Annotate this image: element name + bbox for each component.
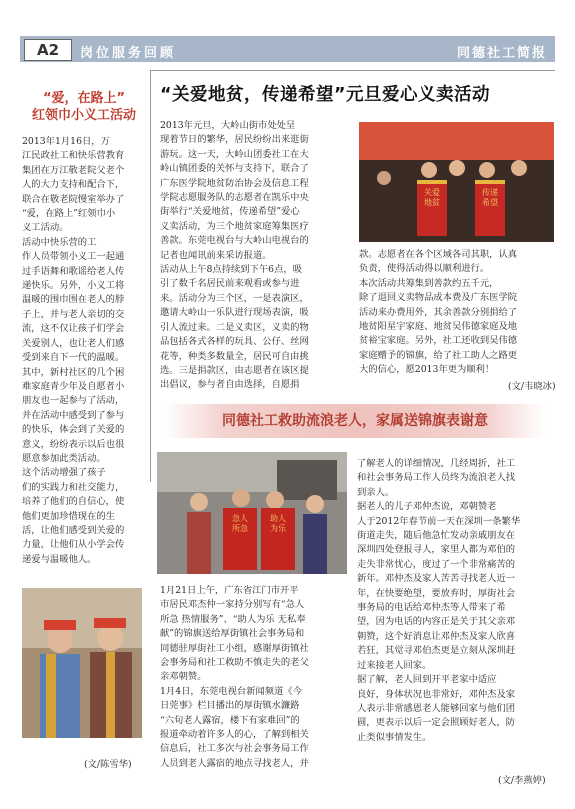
bottom-article-credit: (文/李燕婷)	[498, 775, 546, 786]
silk-banner-photo	[157, 452, 347, 574]
charity-sale-photo	[359, 122, 554, 242]
left-article-title-line1: “爱，在路上”	[42, 91, 126, 106]
bottom-article-title: 同德社工救助流浪老人，家属送锦旗表谢意	[222, 413, 488, 429]
newsletter-title: 同德社工简报	[456, 46, 547, 61]
section-title: 岗位服务回顾	[80, 46, 177, 61]
left-article-title-line2: 红领巾小义工活动	[31, 108, 136, 123]
left-article-body: 2013年1月16日，万 江民政社工和快乐营教育 集团在万江敬老院父老个 人的大力支持和配合下， 联合在敬老院慢室举办了 “爱，在路上”红领巾小 义工活动。 活动中快乐营的工 作人员带领小义工一起通 过手语舞和歌谣给老人传 递快乐。另外，小义工将 温暖的围巾围在老人的脖 子上，并与老人亲切的交 流，这不仅让孩子们学会 关爱别人，也让老人们感 受到来自下一代的温暖。 其中，新村社区的几个困 难家庭青少年及自愿者小 朋友也一起参与了活动， 并在活动中感受到了参与 的快乐，体会到了关爱的 意义，纷纷表示以后也很 愿意参加此类活动。 这个活动增强了孩子 们的实践力和社交能力， 培养了他们的自信心，使 他们更加珍惜现在的生 活，让他们感受到关爱的 力量，让他们从小学会传 递爱与温暖他人。	[22, 136, 125, 565]
top-article-body-col1: 2013年元旦，大岭山街市处处呈 现着节日的繁华，居民纷纷出来逛街 游玩。这一天，大岭山团委社工在大 岭山镇团委的关怀与支持下，联合了 广东医学院地贫防治协会及信息工程 学院志愿服务队的志愿者在凯乐中央 街举行“关爱地贫，传递希望”爱心 义卖活动，为三个地贫家庭筹集医疗 善款。东莞电视台与大岭山电视台的 记者也闻讯前来采访报道。 活动从上午8点持续到下午6点，吸 引了数千名居民前来观看或参与进 来。活动分为三个区，一是表演区， 邀请大岭山一乐队进行现场表演，吸 引人流过来。二是义卖区，义卖的物 品包括各式各样的玩具、公仔、丝网 花等，种类多数量全，居民可自由挑 选。三是捐款区，由志愿者在该区提 出倡议，参与者自由选择，自愿捐	[160, 120, 309, 391]
top-rule	[150, 70, 555, 71]
bottom-article-body-col2: 了解老人的详细情况，几经周折，社工 和社会事务局工作人员终为流浪老人找 到亲人。 据老人的儿子邓仲杰说，邓朝赞老 人于2012年春节前一天在深圳一条繁华 街道走失，随后他急忙发动亲戚朋友在 深圳四处登报寻人，家里人都为邓伯的 走失非常忧心，度过了一个非常痛苦的 新年。邓仲杰及家人苦苦寻找老人近一 年，在快要绝望，要放弃时，厚街社会 事务局的电话给邓仲杰等人带来了希 望，因为电话的内容正是关于其父亲邓 朝赞，这个好消息让邓仲杰及家人欣喜 若狂，其觉寻邓伯杰更是立刻从深圳赶 过来接老人回家。 据了解，老人回到开平老家中适应 良好，身体状况也非常好，邓仲杰及家 人表示非常感恩老人能够回家与他们团 圆，更表示以后一定会照顾好老人，防 止类似事情发生。	[357, 458, 521, 743]
column-divider	[150, 70, 151, 482]
children-volunteers-photo	[22, 588, 142, 738]
banner-text-1: 关爱地贫	[424, 188, 440, 207]
banner-text-3: 急人所急	[232, 514, 248, 533]
top-article-body-col2: 款。志愿者在各个区域各司其职，认真 负责，使得活动得以顺利进行。 本次活动共筹集到善款约五千元， 除了退回义卖物品成本费及广东医学院 活动来办费用外，其余善款分别捐给了 地贫阳星宇家庭、地贫吴伟德家庭及地 贫裕宝家庭。另外，社工还收到吴伟德 家庭赠予的锦旗，给了社工助人之路更 大的信心，愿2013年更为顺利！	[359, 249, 518, 376]
banner-text-4: 助人为乐	[270, 514, 286, 533]
left-article-credit: (文/陈雪华)	[84, 759, 132, 770]
top-article-credit: (文/韦晓冰)	[508, 381, 556, 392]
bottom-article-body-col1: 1月21日上午，广东省江门市开平 市居民邓杰仲一家持分别写有“急人 所急 热情服务”、“助人为乐 无私奉 献”的锦旗送给厚街镇社会事务局和 同德驻厚街社工小组，感谢厚街镇社 会事务局和社工救助不慎走失的老父 亲邓朝赞。 1月4日，东莞电视台新闻频道《今 日莞事》栏目播出的厚街镇水濂路 “六旬老人露宿，楼下有家难回”的 报道牵动着许多人的心，了解到相关 信息后，社工多次与社会事务局工作 人员到老人露宿的地点寻找老人，并	[160, 585, 309, 769]
banner-text-2: 传递希望	[482, 188, 498, 207]
page-number: A2	[24, 39, 72, 61]
top-article-title: “关爱地贫，传递希望”元旦爱心义卖活动	[160, 85, 491, 105]
